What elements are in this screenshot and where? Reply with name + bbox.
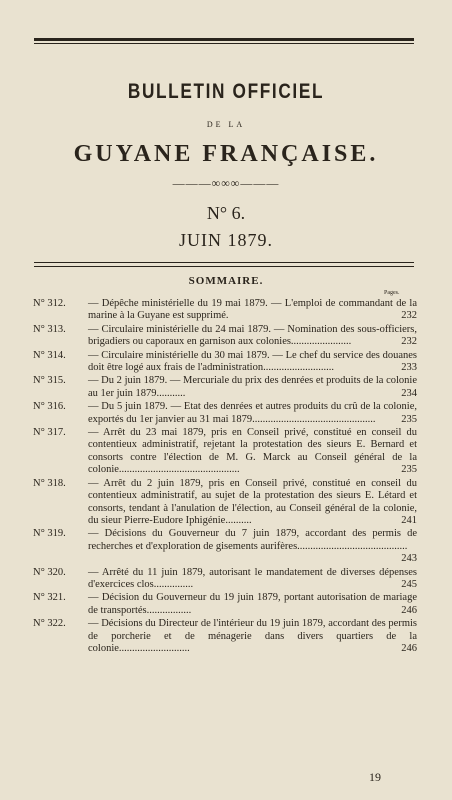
toc-entry: [33, 350, 417, 375]
toc-entry-number: N° 320.: [33, 566, 66, 578]
toc-entry-description: — Arrêt du 23 mai 1879, pris en Conseil privé, constitué en conseil du contentieux administratif, rejetant la protestation des sieurs E. Bernard et consorts contre l'élection de M. G. Marck au Conseil général de la colonie..............................................: [88, 427, 417, 476]
toc-entry-text: [88, 478, 417, 528]
toc-entry-description: — Arrêt du 2 juin 1879, pris en Conseil privé, constitué en conseil du contentieux administratif, au sujet de la protestation des sieurs E. Létard et consorts, tendant à l'anulation de l'élection, au Conseil général de la colonie, du sieur Pierre-Eudore Iphigénie..........: [88, 477, 417, 526]
toc-entry-number: N° 321.: [33, 592, 66, 604]
toc-entry-number: N° 322.: [33, 618, 66, 630]
toc-entry-text: [88, 592, 417, 617]
toc-entry-page: 235: [401, 413, 417, 425]
toc-entry-page: 235: [401, 464, 417, 476]
issue-number: N° 6.: [206, 203, 246, 223]
issue-date: JUIN 1879.: [179, 230, 273, 250]
toc-entry-number: N° 316.: [33, 401, 66, 413]
toc-list: [33, 298, 417, 656]
toc-entry-description: — Dépêche ministérielle du 19 mai 1879. — L'emploi de commandant de la marine à la Guyane est supprimé.: [88, 298, 417, 322]
bulletin-title: BULLETIN OFFICIEL: [127, 80, 325, 103]
toc-entry-description: — Du 2 juin 1879. — Mercuriale du prix des denrées et produits de la colonie au 1er juin 1879...........: [88, 375, 417, 399]
toc-entry-number: N° 318.: [33, 477, 66, 489]
toc-entry-page: 245: [401, 578, 417, 590]
toc-entry-text: [88, 618, 417, 655]
title-connector: DE LA: [206, 120, 246, 129]
top-rule-thin: [34, 43, 414, 44]
toc-entry-text: [88, 528, 417, 565]
toc-entry: [33, 324, 417, 349]
middle-rule-thin: [34, 266, 414, 267]
toc-entry-page: 233: [401, 362, 417, 374]
toc-entry-page: 246: [401, 642, 417, 654]
toc-entry-page: 234: [401, 387, 417, 399]
toc-entry: [33, 375, 417, 400]
pages-column-label: Pages.: [384, 290, 400, 296]
toc-entry-page: 241: [401, 514, 417, 526]
toc-entry-text: [88, 298, 417, 323]
page-folio: 19: [369, 770, 381, 784]
toc-entry-number: N° 315.: [33, 375, 66, 387]
toc-entry: [33, 528, 417, 565]
toc-entry-description: — Circulaire ministérielle du 30 mai 1879. — Le chef du service des douanes doit être logé aux frais de l'administration...........................: [88, 349, 417, 374]
toc-entry-description: — Décision du Gouverneur du 19 juin 1879, portant autorisation de mariage de transportés.................: [88, 592, 417, 616]
toc-entry-text: [88, 401, 417, 426]
toc-entry-page: 246: [401, 604, 417, 616]
toc-entry-number: N° 317.: [33, 427, 66, 439]
toc-entry-description: — Décisions du Gouverneur du 7 juin 1879, accordant des permis de recherches et d'exploration de gisements aurifères..........................................: [88, 528, 417, 552]
toc-entry-page: 243: [401, 553, 417, 565]
toc-entry-description: — Circulaire ministérielle du 24 mai 1879. — Nomination des sous-officiers, brigadiers ou caporaux en garnison aux colonies.......................: [88, 323, 417, 348]
toc-entry: [33, 592, 417, 617]
middle-rule: [34, 262, 414, 263]
toc-entry-description: — Du 5 juin 1879. — Etat des denrées et autres produits du crû de la colonie, exportés du 1er janvier au 31 mai 1879...............................................: [88, 401, 417, 425]
toc-entry-text: [88, 427, 417, 477]
top-rule: [34, 38, 414, 41]
toc-entry-page: 232: [401, 336, 417, 348]
toc-entry: [33, 427, 417, 477]
toc-entry: [33, 567, 417, 592]
toc-entry: [33, 618, 417, 655]
toc-entry-number: N° 312.: [33, 298, 66, 309]
toc-entry-number: N° 314.: [33, 349, 66, 361]
toc-entry: [33, 478, 417, 528]
toc-entry-description: — Arrêté du 11 juin 1879, autorisant le mandatement de diverses dépenses d'exercices clos...............: [88, 566, 417, 590]
colony-title: GUYANE FRANÇAISE.: [73, 141, 379, 167]
toc-entry-number: N° 313.: [33, 323, 66, 335]
sommaire-heading: SOMMAIRE.: [188, 275, 264, 287]
toc-entry-text: [88, 350, 417, 375]
toc-entry: [33, 401, 417, 426]
toc-entry-text: [88, 567, 417, 592]
toc-entry: [33, 298, 417, 323]
ornament-divider: ———∞∞∞———: [172, 176, 280, 190]
toc-entry-text: [88, 324, 417, 349]
toc-entry-text: [88, 375, 417, 400]
toc-entry-description: — Décisions du Directeur de l'intérieur du 19 juin 1879, accordant des permis de porcherie et de ménagerie dans divers quartiers de la colonie...........................: [88, 618, 417, 654]
toc-entry-number: N° 319.: [33, 528, 66, 540]
toc-entry-page: 232: [401, 310, 417, 322]
